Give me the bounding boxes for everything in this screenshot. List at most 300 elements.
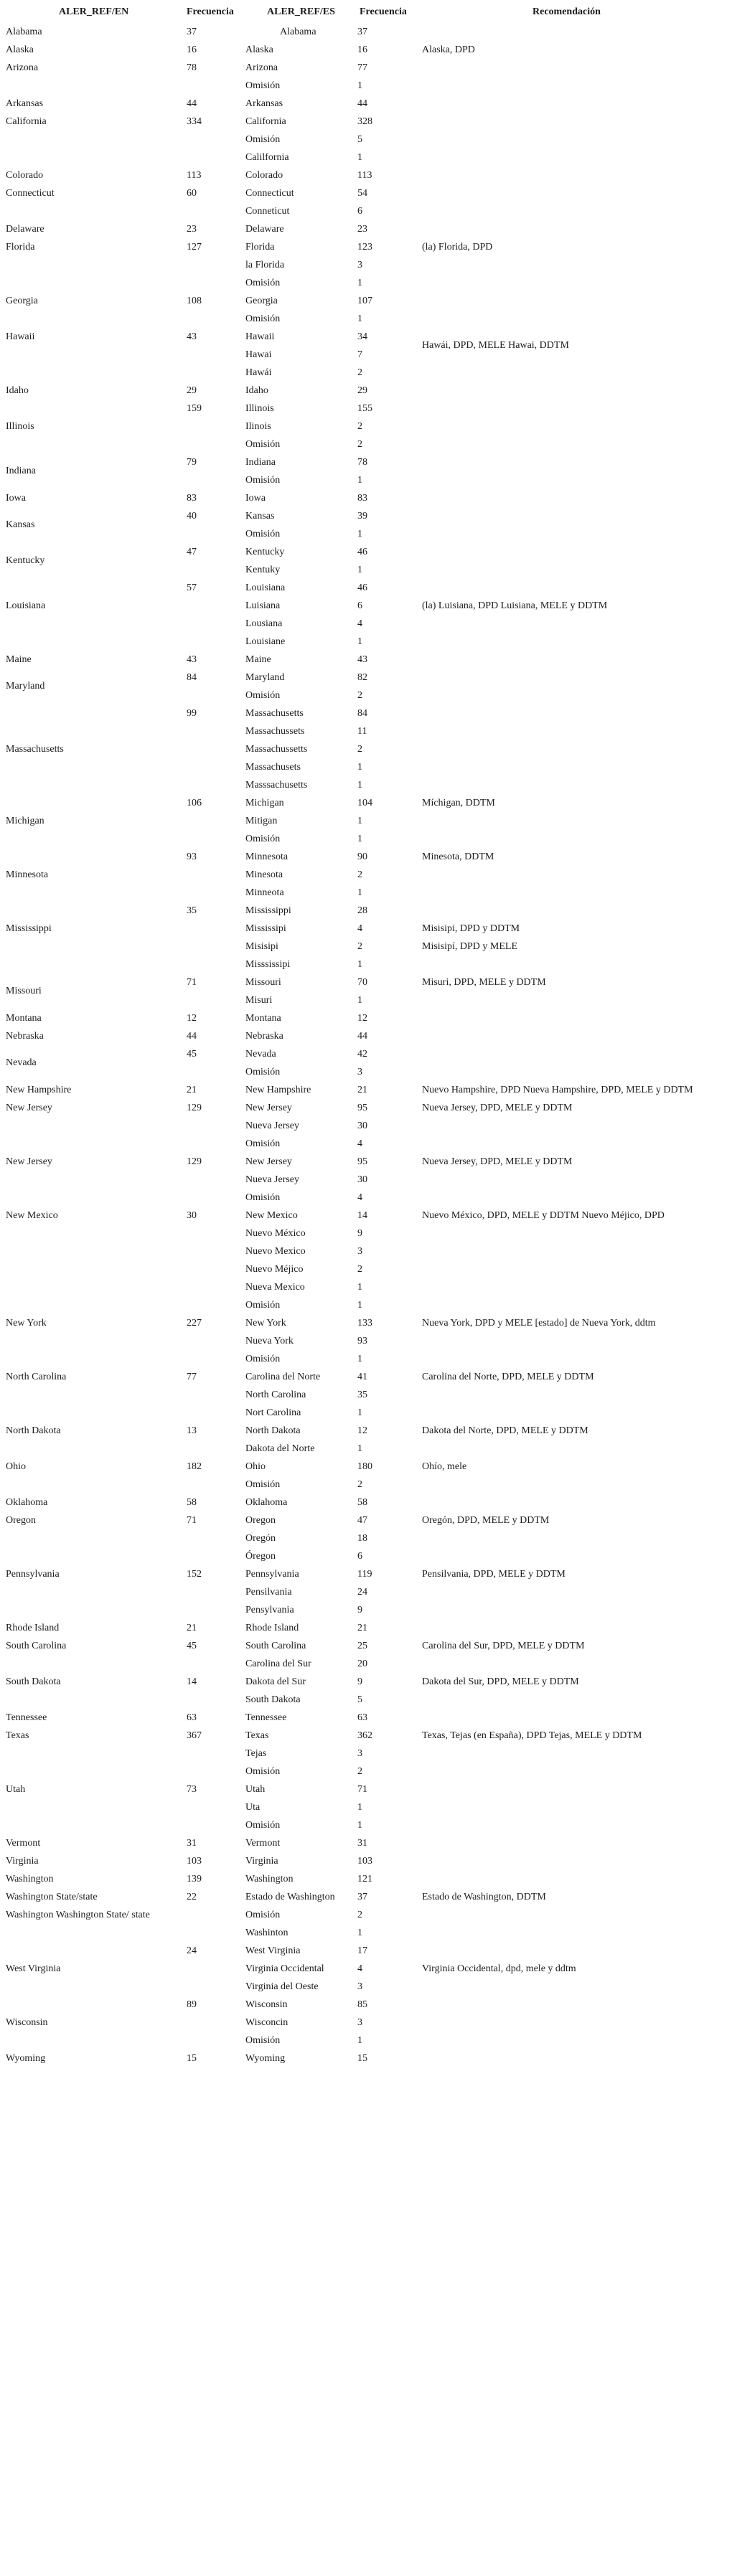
table-row: [0, 562, 732, 580]
es-frequency-cell: 95: [357, 1103, 367, 1113]
table-row: [0, 1818, 732, 1836]
es-term-cell: Oklahoma: [245, 1497, 288, 1508]
table-row: [0, 1782, 732, 1800]
table-row: [0, 616, 732, 634]
es-term-cell: Missouri: [245, 977, 281, 988]
es-frequency-cell: 1: [357, 1820, 362, 1831]
en-frequency-cell: 71: [187, 1515, 197, 1526]
en-frequency-cell: 108: [187, 296, 202, 306]
es-frequency-cell: 3: [357, 1246, 362, 1257]
en-frequency-cell: 79: [187, 457, 197, 468]
en-term-cell: Oklahoma: [6, 1497, 48, 1508]
table-row: [0, 1710, 732, 1728]
es-frequency-cell: 39: [357, 511, 367, 522]
en-frequency-cell: 29: [187, 385, 197, 396]
es-term-cell: New Hampshire: [245, 1085, 311, 1095]
es-frequency-cell: 2: [357, 1264, 362, 1275]
es-term-cell: Oregon: [245, 1515, 276, 1526]
es-term-cell: Omisión: [245, 439, 281, 450]
es-frequency-cell: 83: [357, 493, 367, 504]
es-term-cell: Minnesota: [245, 851, 288, 862]
es-frequency-cell: 2: [357, 1910, 362, 1920]
es-frequency-cell: 6: [357, 1551, 362, 1562]
es-frequency-cell: 1: [357, 529, 362, 539]
en-term-cell: Alabama: [6, 27, 42, 37]
en-frequency-cell: 21: [187, 1085, 197, 1095]
es-frequency-cell: 328: [357, 116, 372, 127]
table-row: [0, 1961, 732, 1979]
es-frequency-cell: 3: [357, 2017, 362, 2028]
es-term-cell: Hawai: [245, 349, 272, 360]
recommendation-cell: Míchigan, DDTM: [422, 798, 495, 808]
es-frequency-cell: 104: [357, 798, 372, 808]
es-frequency-cell: 78: [357, 457, 367, 468]
table-row: [0, 1423, 732, 1441]
es-term-cell: Tejas: [245, 1748, 267, 1759]
table-row: [0, 2051, 732, 2069]
es-term-cell: Massachussetts: [245, 744, 308, 755]
recommendation-cell: Nueva York, DPD y MELE [estado] de Nueva York, ddtm: [422, 1318, 656, 1329]
es-frequency-cell: 180: [357, 1461, 372, 1472]
column-header-aler-ref-en: ALER_REF/EN: [59, 6, 129, 17]
recommendation-cell: Estado de Washington, DDTM: [422, 1892, 546, 1902]
es-term-cell: Uta: [245, 1802, 261, 1813]
es-term-cell: Mitigan: [245, 816, 278, 826]
es-term-cell: Nuevo Mexico: [245, 1246, 306, 1257]
es-term-cell: Mississipi: [245, 923, 286, 934]
es-term-cell: South Dakota: [245, 1694, 301, 1705]
en-frequency-cell: 44: [187, 98, 197, 109]
en-term-cell: Washington State/state: [6, 1892, 98, 1902]
es-term-cell: Omisión: [245, 1138, 281, 1149]
es-frequency-cell: 29: [357, 385, 367, 396]
table-row: [0, 1065, 732, 1082]
table-row: [0, 491, 732, 509]
en-frequency-cell: 103: [187, 1856, 202, 1867]
en-frequency-cell: 73: [187, 1784, 197, 1795]
table-row: [0, 652, 732, 670]
es-term-cell: Indiana: [245, 457, 276, 468]
es-term-cell: South Carolina: [245, 1641, 306, 1651]
es-term-cell: Nuevo México: [245, 1228, 306, 1239]
es-frequency-cell: 24: [357, 1587, 367, 1598]
table-row: [0, 1979, 732, 1997]
es-frequency-cell: 155: [357, 403, 372, 414]
es-frequency-cell: 37: [357, 1892, 367, 1902]
table-row: [0, 1262, 732, 1280]
es-term-cell: Carolina del Sur: [245, 1659, 311, 1669]
en-frequency-cell: 367: [187, 1730, 202, 1741]
table-row: [0, 2015, 732, 2033]
table-row: [0, 473, 732, 491]
es-term-cell: Louisiane: [245, 636, 286, 647]
column-header-aler-ref-es: ALER_REF/ES: [267, 6, 335, 17]
table-row: [0, 544, 732, 566]
es-term-cell: Minesota: [245, 869, 283, 880]
es-term-cell: Omisión: [245, 529, 281, 539]
es-term-cell: New York: [245, 1318, 286, 1329]
table-row: [0, 1997, 732, 2015]
es-frequency-cell: 12: [357, 1425, 367, 1436]
es-frequency-cell: 9: [357, 1605, 362, 1615]
es-term-cell: Nueva Jersey: [245, 1120, 300, 1131]
es-term-cell: Virginia: [245, 1856, 278, 1867]
en-frequency-cell: 16: [187, 44, 197, 55]
en-frequency-cell: 71: [187, 977, 197, 988]
es-frequency-cell: 1: [357, 278, 362, 288]
es-frequency-cell: 1: [357, 959, 362, 970]
table-row: [0, 347, 732, 365]
es-frequency-cell: 1: [357, 80, 362, 91]
recommendation-cell: Oregón, DPD, MELE y DDTM: [422, 1515, 550, 1526]
es-term-cell: Masssachusetts: [245, 780, 308, 791]
es-frequency-cell: 35: [357, 1390, 367, 1400]
es-term-cell: Idaho: [245, 385, 268, 396]
es-term-cell: Omisión: [245, 690, 281, 701]
es-frequency-cell: 3: [357, 1748, 362, 1759]
en-frequency-cell: 58: [187, 1497, 197, 1508]
table-row: [0, 150, 732, 168]
es-frequency-cell: 1: [357, 816, 362, 826]
es-term-cell: Lousiana: [245, 618, 283, 629]
en-term-cell: Colorado: [6, 170, 44, 181]
es-frequency-cell: 2: [357, 1479, 362, 1490]
es-frequency-cell: 42: [357, 1049, 367, 1060]
en-frequency-cell: 127: [187, 242, 202, 253]
table-row: [0, 1029, 732, 1047]
en-term-cell: Washington Washington State/ state: [6, 1910, 150, 1920]
es-term-cell: Dakota del Norte: [245, 1443, 315, 1454]
es-term-cell: Wisconcin: [245, 2017, 288, 2028]
es-frequency-cell: 71: [357, 1784, 367, 1795]
recommendation-cell: Nuevo México, DPD, MELE y DDTM Nuevo Méjico, DPD: [422, 1210, 665, 1221]
es-frequency-cell: 58: [357, 1497, 367, 1508]
es-frequency-cell: 12: [357, 1013, 367, 1024]
es-term-cell: New Mexico: [245, 1210, 298, 1221]
table-row: [0, 1656, 732, 1674]
es-term-cell: Maryland: [245, 672, 285, 683]
table-row: [0, 867, 732, 885]
en-term-cell: Massachusetts: [6, 744, 64, 755]
recommendation-cell: Misisipi, DPD y DDTM: [422, 923, 520, 934]
recommendation-cell: Carolina del Sur, DPD, MELE y DDTM: [422, 1641, 585, 1651]
es-term-cell: Ohio: [245, 1461, 266, 1472]
en-term-cell: Missouri: [6, 986, 42, 996]
es-term-cell: Mississippi: [245, 905, 291, 916]
en-term-cell: West Virginia: [6, 1963, 61, 1974]
en-frequency-cell: 44: [187, 1031, 197, 1042]
es-frequency-cell: 30: [357, 1174, 367, 1185]
es-term-cell: Omisión: [245, 1479, 281, 1490]
table-row: [0, 78, 732, 96]
es-frequency-cell: 9: [357, 1676, 362, 1687]
es-term-cell: Delaware: [245, 224, 284, 235]
table-row: [0, 365, 732, 383]
es-term-cell: Virginia del Oeste: [245, 1981, 319, 1992]
table-row: [0, 437, 732, 455]
en-term-cell: Wisconsin: [6, 2017, 48, 2028]
es-frequency-cell: 1: [357, 834, 362, 844]
table-row: [0, 401, 732, 419]
es-frequency-cell: 14: [357, 1210, 367, 1221]
es-term-cell: Massachusetts: [245, 708, 304, 719]
es-term-cell: Omisión: [245, 1067, 281, 1077]
en-frequency-cell: 60: [187, 188, 197, 199]
es-term-cell: Washinton: [245, 1928, 288, 1938]
en-term-cell: Texas: [6, 1730, 29, 1741]
en-frequency-cell: 40: [187, 511, 197, 522]
es-frequency-cell: 46: [357, 547, 367, 557]
en-frequency-cell: 45: [187, 1641, 197, 1651]
table-row: [0, 527, 732, 544]
es-term-cell: Omisión: [245, 1820, 281, 1831]
es-frequency-cell: 107: [357, 296, 372, 306]
es-frequency-cell: 1: [357, 1443, 362, 1454]
es-frequency-cell: 3: [357, 1981, 362, 1992]
es-term-cell: Hawaii: [245, 331, 275, 342]
table-row: [0, 1603, 732, 1620]
es-term-cell: Arkansas: [245, 98, 283, 109]
recommendation-cell: Texas, Tejas (en España), DPD Tejas, MELE y DDTM: [422, 1730, 642, 1741]
es-frequency-cell: 2: [357, 367, 362, 378]
en-frequency-cell: 182: [187, 1461, 202, 1472]
es-frequency-cell: 28: [357, 905, 367, 916]
table-row: [0, 1925, 732, 1943]
es-frequency-cell: 20: [357, 1659, 367, 1669]
es-frequency-cell: 362: [357, 1730, 372, 1741]
table-row: [0, 1746, 732, 1764]
es-term-cell: Virginia Occidental: [245, 1963, 324, 1974]
es-term-cell: New Jersey: [245, 1103, 292, 1113]
en-frequency-cell: 113: [187, 170, 202, 181]
es-frequency-cell: 2: [357, 439, 362, 450]
en-term-cell: Kentucky: [6, 555, 45, 566]
en-frequency-cell: 84: [187, 672, 197, 683]
es-term-cell: Omisión: [245, 834, 281, 844]
es-frequency-cell: 18: [357, 1533, 367, 1544]
es-frequency-cell: 23: [357, 224, 367, 235]
es-term-cell: North Carolina: [245, 1390, 306, 1400]
es-frequency-cell: 54: [357, 188, 367, 199]
es-frequency-cell: 1: [357, 2035, 362, 2046]
es-term-cell: California: [245, 116, 286, 127]
recommendation-cell: Misisipí, DPD y MELE: [422, 941, 518, 952]
table-row: [0, 760, 732, 778]
en-frequency-cell: 21: [187, 1623, 197, 1633]
es-frequency-cell: 34: [357, 331, 367, 342]
table-row: [0, 1513, 732, 1531]
table-row: [0, 778, 732, 796]
en-term-cell: North Dakota: [6, 1425, 61, 1436]
en-term-cell: Georgia: [6, 296, 38, 306]
table-row: [0, 222, 732, 240]
es-term-cell: Pensylvania: [245, 1605, 294, 1615]
es-term-cell: Washington: [245, 1874, 294, 1884]
es-frequency-cell: 3: [357, 260, 362, 270]
es-frequency-cell: 1: [357, 1282, 362, 1293]
en-term-cell: Delaware: [6, 224, 44, 235]
table-row: [0, 293, 732, 311]
es-term-cell: Carolina del Norte: [245, 1372, 321, 1382]
es-frequency-cell: 21: [357, 1085, 367, 1095]
es-frequency-cell: 3: [357, 1067, 362, 1077]
es-term-cell: Massachussets: [245, 726, 305, 737]
es-frequency-cell: 119: [357, 1569, 372, 1580]
es-frequency-cell: 121: [357, 1874, 372, 1884]
table-row: [0, 1836, 732, 1854]
en-frequency-cell: 77: [187, 1372, 197, 1382]
recommendation-cell: (la) Luisiana, DPD Luisiana, MELE y DDTM: [422, 600, 608, 611]
en-term-cell: Washington: [6, 1874, 54, 1884]
table-row: [0, 1692, 732, 1710]
es-frequency-cell: 4: [357, 1192, 362, 1203]
en-frequency-cell: 12: [187, 1013, 197, 1024]
es-frequency-cell: 90: [357, 851, 367, 862]
en-frequency-cell: 159: [187, 403, 202, 414]
en-frequency-cell: 99: [187, 708, 197, 719]
es-term-cell: Vermont: [245, 1838, 281, 1849]
en-frequency-cell: 22: [187, 1892, 197, 1902]
es-term-cell: Omisión: [245, 1192, 281, 1203]
table-row: [0, 1405, 732, 1423]
es-term-cell: Alaska: [245, 44, 273, 55]
table-row: [0, 670, 732, 692]
en-frequency-cell: 15: [187, 2053, 197, 2064]
en-frequency-cell: 43: [187, 654, 197, 665]
en-frequency-cell: 37: [187, 27, 197, 37]
table-row: [0, 957, 732, 975]
es-frequency-cell: 93: [357, 1336, 367, 1346]
es-frequency-cell: 17: [357, 1945, 367, 1956]
es-term-cell: Nueva York: [245, 1336, 294, 1346]
table-row: [0, 921, 732, 939]
column-header-recomendacion: Recomendación: [532, 6, 601, 17]
es-frequency-cell: 85: [357, 1999, 367, 2010]
es-term-cell: Estado de Washington: [245, 1892, 335, 1902]
es-term-cell: Misssissipi: [245, 959, 291, 970]
es-frequency-cell: 1: [357, 1802, 362, 1813]
es-frequency-cell: 1: [357, 1928, 362, 1938]
es-frequency-cell: 47: [357, 1515, 367, 1526]
es-term-cell: Florida: [245, 242, 275, 253]
table-row: [0, 168, 732, 186]
es-term-cell: Nueva Mexico: [245, 1282, 305, 1293]
table-row: [0, 742, 732, 760]
en-term-cell: Arizona: [6, 62, 39, 73]
table-row: [0, 240, 732, 258]
es-term-cell: Omisión: [245, 1766, 281, 1777]
es-term-cell: Montana: [245, 1013, 281, 1024]
table-row: [0, 1226, 732, 1244]
es-frequency-cell: 1: [357, 636, 362, 647]
recommendation-cell: Virginia Occidental, dpd, mele y ddtm: [422, 1963, 576, 1974]
es-frequency-cell: 95: [357, 1156, 367, 1167]
es-term-cell: Misuri: [245, 995, 273, 1006]
es-term-cell: Calilfornia: [245, 152, 289, 163]
en-term-cell: Nebraska: [6, 1031, 44, 1042]
table-row: [0, 975, 732, 996]
recommendation-cell: Misuri, DPD, MELE y DDTM: [422, 977, 546, 988]
es-term-cell: Georgia: [245, 296, 278, 306]
es-frequency-cell: 4: [357, 1963, 362, 1974]
en-term-cell: Wyoming: [6, 2053, 46, 2064]
table-row: [0, 1531, 732, 1549]
es-frequency-cell: 103: [357, 1856, 372, 1867]
table-row: [0, 1387, 732, 1405]
es-frequency-cell: 1: [357, 313, 362, 324]
table-row: [0, 1316, 732, 1334]
es-frequency-cell: 123: [357, 242, 372, 253]
es-frequency-cell: 16: [357, 44, 367, 55]
en-term-cell: North Carolina: [6, 1372, 67, 1382]
table-row: [0, 1208, 732, 1226]
es-frequency-cell: 84: [357, 708, 367, 719]
en-frequency-cell: 78: [187, 62, 197, 73]
table-row: [0, 455, 732, 476]
es-frequency-cell: 2: [357, 421, 362, 432]
table-row: [0, 275, 732, 293]
es-term-cell: Omisión: [245, 278, 281, 288]
es-frequency-cell: 1: [357, 1300, 362, 1311]
es-term-cell: Omisión: [245, 313, 281, 324]
recommendation-cell: Alaska, DPD: [422, 44, 475, 55]
en-frequency-cell: 227: [187, 1318, 202, 1329]
en-term-cell: Iowa: [6, 493, 26, 504]
table-row: [0, 1585, 732, 1603]
recommendation-cell: (la) Florida, DPD: [422, 242, 493, 253]
es-frequency-cell: 46: [357, 582, 367, 593]
es-frequency-cell: 2: [357, 869, 362, 880]
table-row: [0, 1728, 732, 1746]
es-frequency-cell: 63: [357, 1712, 367, 1723]
es-term-cell: Omisión: [245, 80, 281, 91]
en-frequency-cell: 152: [187, 1569, 202, 1580]
table-row: [0, 724, 732, 742]
column-header-frecuencia-en: Frecuencia: [187, 6, 234, 17]
table-row: [0, 1638, 732, 1656]
es-frequency-cell: 44: [357, 1031, 367, 1042]
es-term-cell: Wisconsin: [245, 1999, 288, 2010]
es-term-cell: Wyoming: [245, 2053, 286, 2064]
en-term-cell: South Carolina: [6, 1641, 67, 1651]
en-frequency-cell: 106: [187, 798, 202, 808]
en-term-cell: Hawaii: [6, 331, 35, 342]
table-row: [0, 885, 732, 903]
es-frequency-cell: 1: [357, 475, 362, 486]
table-row: [0, 42, 732, 60]
table-row: [0, 1298, 732, 1316]
table-row: [0, 1567, 732, 1585]
en-term-cell: New York: [6, 1318, 47, 1329]
es-term-cell: Minneota: [245, 887, 284, 898]
en-term-cell: Louisiana: [6, 600, 46, 611]
table-row: [0, 1369, 732, 1387]
table-row: [0, 1477, 732, 1495]
es-frequency-cell: 15: [357, 2053, 367, 2064]
en-term-cell: Minnesota: [6, 869, 49, 880]
es-term-cell: Nort Carolina: [245, 1407, 301, 1418]
en-term-cell: Montana: [6, 1013, 42, 1024]
es-term-cell: la Florida: [245, 260, 285, 270]
table-row: [0, 939, 732, 957]
en-term-cell: Maine: [6, 654, 32, 665]
es-term-cell: Luisiana: [245, 600, 281, 611]
en-term-cell: Pennsylvania: [6, 1569, 60, 1580]
en-term-cell: Mississippi: [6, 923, 52, 934]
recommendation-cell: Minesota, DDTM: [422, 851, 494, 862]
column-header-frecuencia-es: Frecuencia: [360, 6, 407, 17]
es-term-cell: Iowa: [245, 493, 266, 504]
